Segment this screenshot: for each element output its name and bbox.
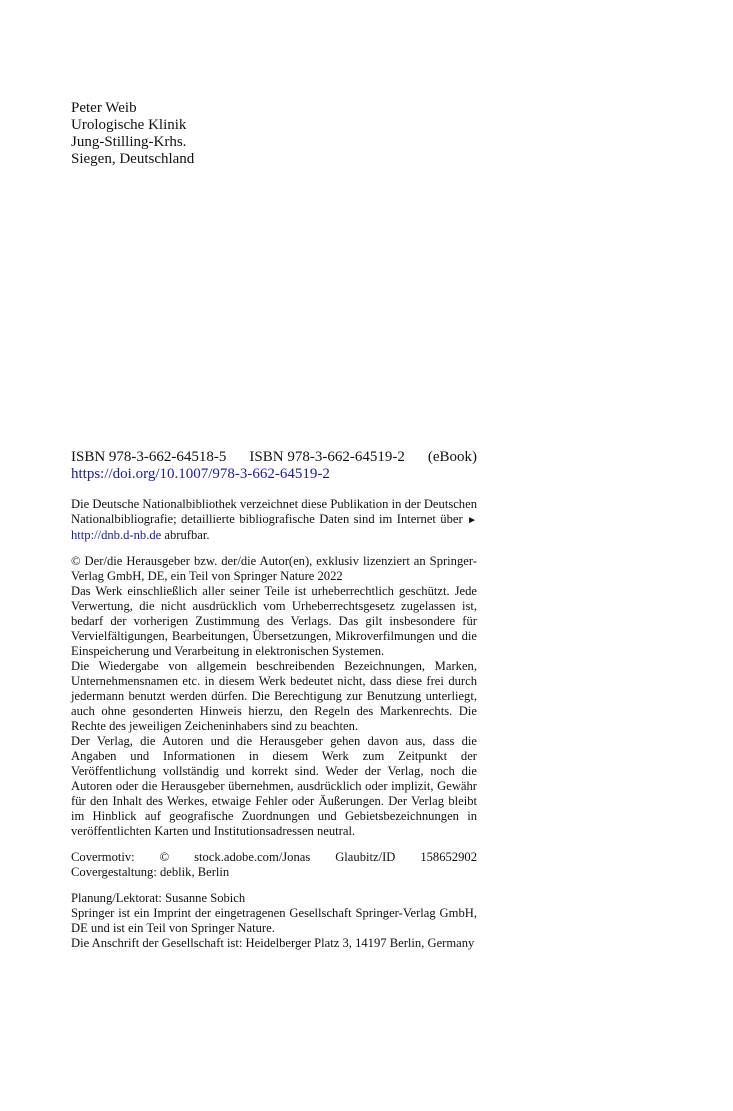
author-department: Urologische Klinik: [71, 117, 187, 133]
publisher-address: Die Anschrift der Gesellschaft ist: Heidelberger Platz 3, 14197 Berlin, Germany: [71, 936, 475, 950]
copyright-para-2: Die Wiedergabe von allgemein beschreibenden Bezeichnungen, Marken, Unternehmensnamen etc. in diesem Werk bedeutet nicht, dass diese frei durch jedermann benutzt werden dürfen. Die Berechtigung zur Benutzung unterliegt, auch ohne gesonderten Hinweis hierzu, den Regeln des Markenrechts. Die Rechte des jeweiligen Zeicheninhabers sind zu beachten.: [71, 659, 477, 733]
copyright-section: [71, 554, 477, 839]
isbn-ebook: ISBN 978-3-662-64519-2: [249, 449, 405, 465]
copyright-para-1: Das Werk einschließlich aller seiner Teile ist urheberrechtlich geschützt. Jede Verwertung, die nicht ausdrücklich vom Urheberrechtsgesetz zugelassen ist, bedarf der vorherigen Zustimmung des Verlags. Das gilt insbesondere für Vervielfältigungen, Bearbeitungen, Übersetzungen, Mikroverfilmungen und die Einspeicherung und Verarbeitung in elektronischen Systemen.: [71, 584, 477, 658]
author-block: [71, 100, 194, 168]
copyright-line: © Der/die Herausgeber bzw. der/die Autor(en), exklusiv lizenziert an Springer-Verlag GmbH, DE, ein Teil von Springer Nature 2022: [71, 554, 477, 583]
cover-credits: [71, 850, 477, 880]
author-hospital: Jung-Stilling-Krhs.: [71, 134, 187, 150]
dnb-link[interactable]: http://dnb.d-nb.de: [71, 528, 162, 542]
doi-link[interactable]: https://doi.org/10.1007/978-3-662-64519-2: [71, 466, 330, 482]
imprint-content: [71, 449, 477, 951]
cover-motif: Covermotiv: © stock.adobe.com/Jonas Glaubitz/ID 158652902: [71, 850, 477, 864]
planning-credit: Planung/Lektorat: Susanne Sobich: [71, 891, 246, 905]
author-location: Siegen, Deutschland: [71, 151, 195, 167]
imprint-note: Springer ist ein Imprint der eingetragenen Gesellschaft Springer-Verlag GmbH, DE und ist ein Teil von Springer Nature.: [71, 906, 477, 935]
author-name: Peter Weib: [71, 100, 137, 116]
isbn-ebook-label: (eBook): [427, 449, 477, 465]
dnb-text-after: abrufbar.: [164, 528, 210, 542]
copyright-para-3: Der Verlag, die Autoren und die Herausgeber gehen davon aus, dass die Angaben und Informationen in diesem Werk zum Zeitpunkt der Veröffentlichung vollständig und korrekt sind. Weder der Verlag, noch die Autoren oder die Herausgeber übernehmen, ausdrücklich oder implizit, Gewähr für den Inhalt des Werkes, etwaige Fehler oder Äußerungen. Der Verlag bleibt im Hinblick auf geografische Zuordnungen und Gebietsbezeichnungen in veröffentlichten Karten und Institutionsadressen neutral.: [71, 734, 477, 838]
publisher-section: [71, 891, 477, 951]
arrow-right-icon: ►: [467, 515, 477, 526]
dnb-notice: [71, 497, 477, 543]
dnb-text: Die Deutsche Nationalbibliothek verzeichnet diese Publikation in der Deutschen Nationalbibliografie; detaillierte bibliografische Daten sind im Internet über: [71, 497, 477, 526]
isbn-line: [71, 449, 477, 466]
isbn-print: ISBN 978-3-662-64518-5: [71, 449, 227, 465]
cover-design: Covergestaltung: deblik, Berlin: [71, 865, 230, 879]
